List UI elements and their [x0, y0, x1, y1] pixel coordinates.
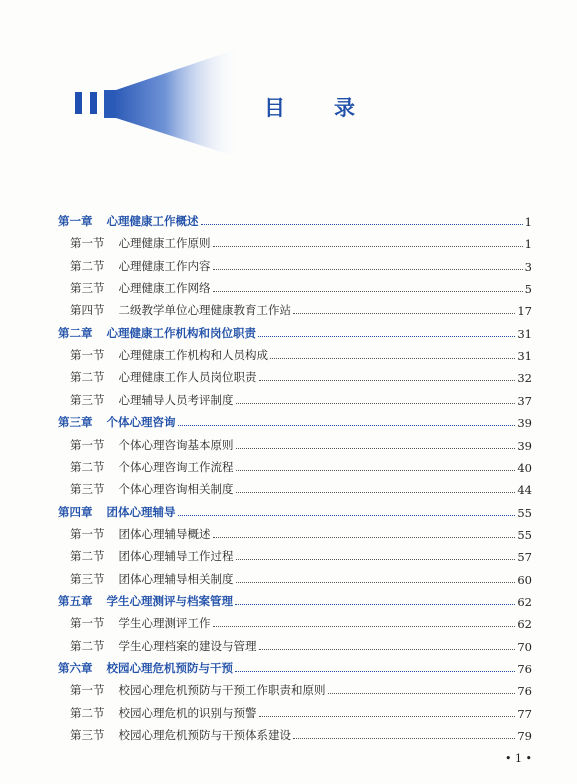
toc-entry-title: 二级教学单位心理健康教育工作站: [118, 303, 291, 318]
toc-entry-page: 76: [517, 662, 532, 676]
toc-leader-dots: [213, 246, 523, 247]
toc-leader-dots: [213, 269, 523, 270]
toc-leader-dots: [178, 425, 516, 426]
toc-entry-number: 第三节: [70, 571, 105, 586]
toc-entry-number: 第三节: [70, 392, 105, 407]
banner-beam: [104, 48, 240, 158]
toc-leader-dots: [235, 671, 515, 672]
toc-entry-page: 55: [517, 505, 532, 520]
toc-section-entry[interactable]: [70, 431, 532, 453]
toc-entry-title: 个体心理咨询相关制度: [118, 482, 234, 497]
toc-entry-number: 第一节: [70, 437, 105, 452]
toc-entry-title: 心理辅导人员考评制度: [118, 392, 234, 407]
toc-leader-dots: [259, 649, 516, 650]
toc-leader-dots: [236, 492, 516, 493]
toc-leader-dots: [213, 626, 516, 627]
toc-entry-title: 心理健康工作机构和岗位职责: [106, 325, 256, 340]
toc-entry-title: 学生心理测评工作: [118, 616, 211, 631]
toc-entry-number: 第二节: [70, 370, 105, 385]
toc-entry-number: 第一节: [70, 236, 105, 251]
toc-entry-page: 31: [517, 349, 532, 364]
toc-entry-title: 个体心理咨询工作流程: [118, 459, 234, 474]
toc-section-entry[interactable]: [70, 453, 532, 475]
toc-leader-dots: [236, 470, 516, 471]
toc-section-entry[interactable]: [70, 341, 532, 363]
toc-entry-number: 第一节: [70, 526, 105, 541]
toc-entry-title: 团体心理辅导相关制度: [118, 571, 234, 586]
toc-entry-page: 17: [517, 304, 532, 319]
toc-entry-page: 57: [517, 550, 532, 565]
toc-entry-number: 第二节: [70, 258, 105, 273]
toc-chapter-entry[interactable]: [58, 498, 532, 520]
toc-entry-number: 第三节: [70, 482, 105, 497]
toc-entry-number: 第一节: [70, 616, 105, 631]
toc-entry-page: 55: [517, 527, 532, 542]
toc-leader-dots: [201, 224, 523, 225]
page-number: • 1 •: [505, 752, 532, 765]
toc-entry-number: 第六章: [58, 661, 93, 675]
toc-leader-dots: [236, 582, 516, 583]
toc-entry-page: 79: [517, 729, 532, 744]
toc-leader-dots: [328, 693, 516, 694]
toc-leader-dots: [236, 448, 516, 449]
toc-entry-title: 心理健康工作网络: [118, 281, 211, 296]
toc-section-entry[interactable]: [70, 296, 532, 318]
toc-entry-number: 第四节: [70, 303, 105, 318]
toc-entry-title: 个体心理咨询: [106, 415, 176, 430]
toc-entry-page: 76: [517, 684, 532, 699]
toc-section-entry[interactable]: [70, 229, 532, 251]
banner-bar-1: [75, 92, 82, 114]
toc-entry-page: 1: [524, 237, 532, 252]
toc-entry-title: 心理健康工作内容: [118, 258, 211, 273]
toc-section-entry[interactable]: [70, 520, 532, 542]
toc-entry-title: 个体心理咨询基本原则: [118, 437, 234, 452]
toc-entry-page: 5: [524, 282, 532, 297]
toc-chapter-entry[interactable]: [58, 654, 532, 676]
toc-entry-title: 团体心理辅导: [106, 504, 176, 519]
toc-entry-title: 校园心理危机预防与干预工作职责和原则: [118, 683, 326, 698]
toc-section-entry[interactable]: [70, 542, 532, 564]
toc-section-entry[interactable]: [70, 632, 532, 654]
toc-entry-title: 团体心理辅导概述: [118, 526, 211, 541]
toc-leader-dots: [178, 515, 516, 516]
toc-entry-number: 第二章: [58, 325, 93, 340]
toc-entry-page: 77: [517, 706, 532, 721]
toc-entry-number: 第三章: [58, 415, 93, 430]
toc-chapter-entry[interactable]: [58, 587, 532, 609]
toc-leader-dots: [293, 313, 515, 314]
toc-leader-dots: [259, 380, 516, 381]
toc-entry-number: 第五章: [58, 593, 93, 608]
toc-entry-title: 心理健康工作概述: [106, 214, 199, 228]
toc-section-entry[interactable]: [70, 274, 532, 296]
toc-entry-page: 32: [517, 371, 532, 386]
toc-entry-number: 第二节: [70, 459, 105, 474]
toc-entry-title: 学生心理档案的建设与管理: [118, 638, 257, 653]
toc-entry-title: 校园心理危机的识别与预警: [118, 705, 257, 720]
toc-entry-number: 第二节: [70, 549, 105, 564]
toc-entry-number: 第三节: [70, 281, 105, 296]
banner-bar-2: [90, 92, 97, 114]
toc-entry-page: 62: [517, 617, 532, 632]
toc-leader-dots: [213, 291, 523, 292]
toc-chapter-entry[interactable]: [58, 207, 532, 229]
toc-section-entry[interactable]: [70, 386, 532, 408]
toc-entry-page: 37: [517, 393, 532, 408]
toc-leader-dots: [259, 716, 516, 717]
toc-entry-title: 心理健康工作原则: [118, 236, 211, 251]
toc-leader-dots: [235, 604, 515, 605]
toc-entry-page: 3: [524, 259, 532, 274]
toc-entry-title: 校园心理危机预防与干预体系建设: [118, 728, 291, 743]
toc-section-entry[interactable]: [70, 363, 532, 385]
toc-entry-number: 第二节: [70, 638, 105, 653]
toc-entry-number: 第一节: [70, 348, 105, 363]
toc-entry-page: 1: [524, 215, 532, 229]
toc-entry-title: 心理健康工作机构和人员构成: [118, 348, 268, 363]
toc-section-entry[interactable]: [70, 252, 532, 274]
toc-leader-dots: [258, 336, 515, 337]
toc-section-entry[interactable]: [70, 721, 532, 743]
toc-section-entry[interactable]: [70, 565, 532, 587]
toc-entry-number: 第四章: [58, 504, 93, 519]
toc-entry-title: 团体心理辅导工作过程: [118, 549, 234, 564]
toc-entry-page: 60: [517, 572, 532, 587]
toc-entry-number: 第一章: [58, 214, 93, 228]
toc-entry-page: 39: [517, 438, 532, 453]
toc-leader-dots: [270, 358, 515, 359]
toc-chapter-entry[interactable]: [58, 408, 532, 430]
toc-entry-page: 39: [517, 416, 532, 431]
toc-leader-dots: [293, 738, 515, 739]
toc-entry-page: 44: [517, 483, 532, 498]
toc-entry-page: 31: [517, 326, 532, 341]
toc-leader-dots: [236, 403, 516, 404]
toc-entry-number: 第一节: [70, 683, 105, 698]
toc-entry-number: 第三节: [70, 728, 105, 743]
toc-section-entry[interactable]: [70, 676, 532, 698]
toc-entry-title: 学生心理测评与档案管理: [106, 593, 233, 608]
toc-leader-dots: [213, 537, 516, 538]
toc-section-entry[interactable]: [70, 475, 532, 497]
toc-section-entry[interactable]: [70, 699, 532, 721]
toc-leader-dots: [236, 559, 516, 560]
toc-section-entry[interactable]: [70, 609, 532, 631]
toc-entry-page: 70: [517, 639, 532, 654]
toc-chapter-entry[interactable]: [58, 319, 532, 341]
page-title: 目 录: [264, 96, 369, 120]
toc-entry-number: 第二节: [70, 705, 105, 720]
toc-entry-page: 62: [517, 594, 532, 609]
toc-entry-title: 校园心理危机预防与干预: [106, 661, 233, 675]
toc-entry-title: 心理健康工作人员岗位职责: [118, 370, 257, 385]
toc-entry-page: 40: [517, 460, 532, 475]
